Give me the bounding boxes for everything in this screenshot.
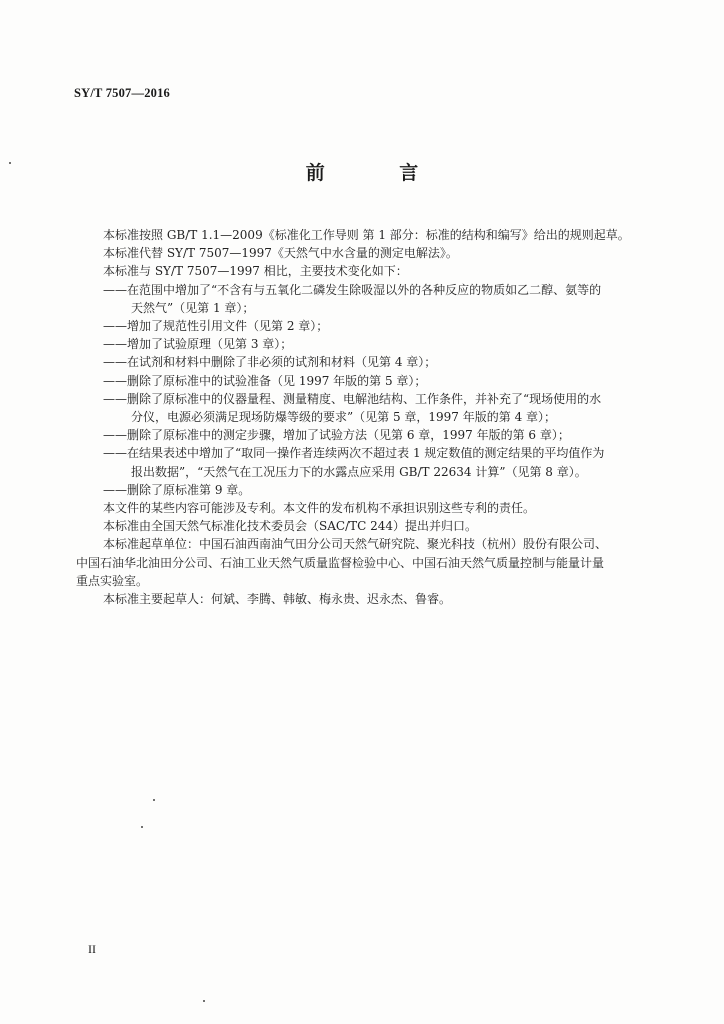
paragraph-drafters: 本标准主要起草人：何斌、李腾、韩敏、梅永贵、迟永杰、鲁睿。 xyxy=(103,592,452,607)
paragraph-changes-intro: 本标准与 SY/T 7507—1997 相比，主要技术变化如下： xyxy=(103,264,408,279)
change-item: ——增加了规范性引用文件（见第 2 章）； xyxy=(103,319,329,334)
scan-speck xyxy=(203,1000,205,1002)
change-item: ——删除了原标准中的试验准备（见 1997 年版的第 5 章）； xyxy=(103,373,427,388)
scan-speck xyxy=(141,826,143,828)
change-item-continuation: 天然气”（见第 1 章）； xyxy=(131,300,255,315)
standard-code: SY/T 7507—2016 xyxy=(74,86,170,100)
paragraph-proposer: 本标准由全国天然气标准化技术委员会（SAC/TC 244）提出并归口。 xyxy=(103,519,478,534)
scan-speck xyxy=(9,162,11,164)
change-item-continuation: 报出数据”，“天然气在工况压力下的水露点应采用 GB/T 22634 计算”（见第 8 章）。 xyxy=(131,464,587,479)
paragraph-drafting-units-continued: 重点实验室。 xyxy=(76,573,149,588)
page-title: 前 言 xyxy=(305,162,453,184)
foreword-body xyxy=(76,226,663,608)
paragraph-replaces: 本标准代替 SY/T 7507—1997《天然气中水含量的测定电解法》。 xyxy=(103,246,458,261)
change-item: ——删除了原标准中的测定步骤，增加了试验方法（见第 6 章，1997 年版的第 6 章）； xyxy=(103,428,570,443)
change-item: ——在范围中增加了“不含有与五氧化二磷发生除吸湿以外的各种反应的物质如乙二醇、氨等的 xyxy=(103,282,602,297)
paragraph-drafting-units-continued: 中国石油华北油田分公司、石油工业天然气质量监督检验中心、中国石油天然气质量控制与能量计量 xyxy=(76,555,605,570)
change-item: ——在结果表述中增加了“取同一操作者连续两次不超过表 1 规定数值的测定结果的平均值作为 xyxy=(103,446,605,461)
change-item-continuation: 分仪，电源必须满足现场防爆等级的要求”（见第 5 章，1997 年版的第 4 章）； xyxy=(131,410,557,425)
page-number: II xyxy=(88,942,96,956)
scan-speck xyxy=(153,799,155,801)
paragraph-drafting-units: 本标准起草单位：中国石油西南油气田分公司天然气研究院、聚光科技（杭州）股份有限公司、 xyxy=(103,537,608,552)
paragraph-patent-notice: 本文件的某些内容可能涉及专利。本文件的发布机构不承担识别这些专利的责任。 xyxy=(103,501,536,516)
change-item: ——删除了原标准中的仪器量程、测量精度、电解池结构、工作条件，并补充了“现场使用的水 xyxy=(103,391,602,406)
paragraph-drafting-rules: 本标准按照 GB/T 1.1—2009《标准化工作导则 第 1 部分：标准的结构和编写》给出的规则起草。 xyxy=(103,228,630,242)
change-item: ——删除了原标准第 9 章。 xyxy=(103,482,251,497)
change-item: ——在试剂和材料中删除了非必须的试剂和材料（见第 4 章）； xyxy=(103,355,437,370)
change-item: ——增加了试验原理（见第 3 章）； xyxy=(103,337,293,352)
